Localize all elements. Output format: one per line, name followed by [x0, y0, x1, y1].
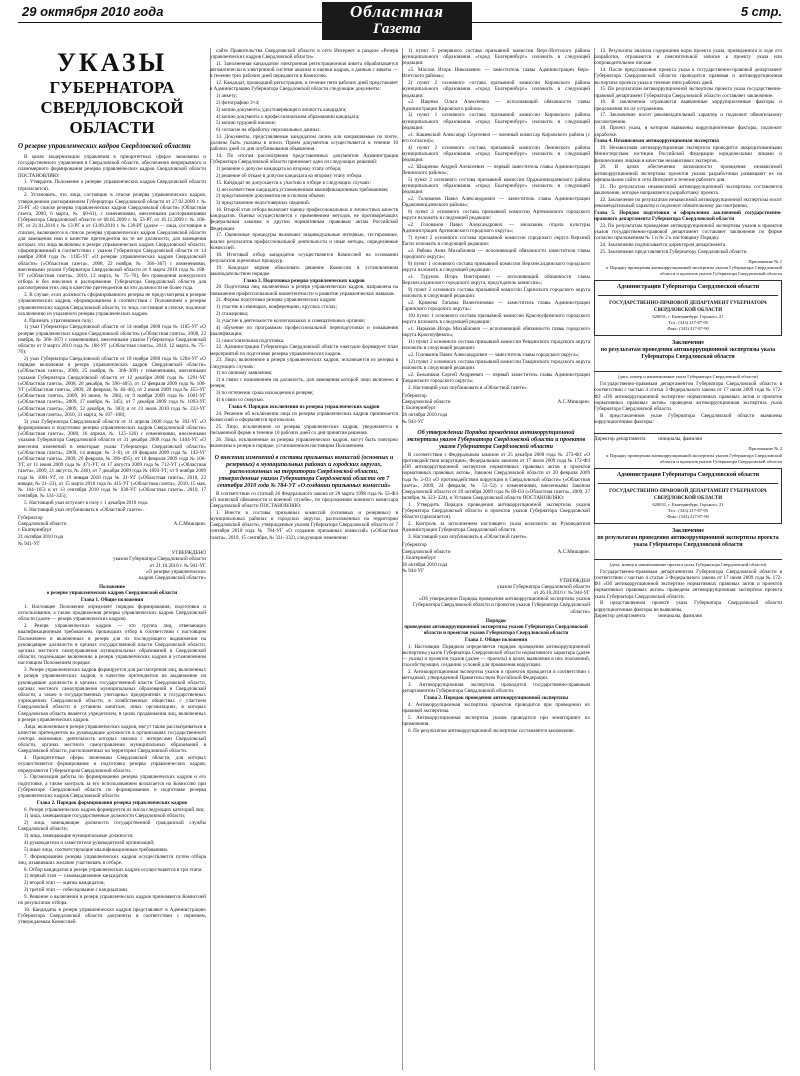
signature-block	[402, 542, 590, 554]
paragraph: 25. Лицо, исключенное из резерва управленческих кадров, уведомляется в письменной форме в течение 10 рабочих дней со дня принятия решения.	[210, 423, 398, 436]
chapter-heading: Глава 1. Общие положения	[80, 597, 144, 604]
paragraph: 1) несоответствие кандидата установленным квалификационным требованиям;	[216, 186, 389, 193]
paragraph: 1. Настоящее Положение определяет порядок формирования, подготовки и использования, а также продвижения резерва управленческих кадров Свердловской области (далее — резерв управленческих кадров).	[18, 603, 206, 623]
letterhead-org: Администрация Губернатора Свердловской области	[616, 472, 760, 479]
signature-role: Губернатор Свердловской области	[402, 393, 451, 406]
paragraph: «1. Кашевский Александр Сергеевич — военный комиссар Кировского района (с его согласия)»;	[402, 131, 590, 144]
fill-line	[594, 553, 782, 560]
approval-stamp: УТВЕРЖДЕН указом Губернатора Свердловской области от 26.10.2010 г. № 944-УГ «Об утверждении Порядка проведения антикоррупционной экспертизы указов Губернатора Свердловской области и проектов указов Губернатора Свердловской области»	[413, 577, 590, 615]
paragraph: 9. Решение о включении в резерв управленческих кадров принимается Комиссией по результатам отбора.	[18, 893, 206, 906]
paragraph: 3) лица, замещающие муниципальные должности;	[24, 833, 134, 840]
paragraph: Государственно-правовым департаментом Губернатора Свердловской области в соответствии с частью 4 статьи 3 Федерального закона от 17 июля 2009 года № 172-ФЗ «Об антикоррупционной экспертизе нормативных правовых актов и проектов нормативных правовых актов» проведена антикоррупционная экспертиза указа Губернатора Свердловской области.	[594, 381, 782, 413]
article-columns	[18, 48, 782, 1070]
masthead-logo	[322, 2, 472, 40]
paragraph: 2. Установить, что лица, состоящие в списке резерва управленческих кадров, утвержденном распоряжением Губернатора Свердловской области от 27.02.2009 г. № 25-РГ «О списке резерва управленческих кадров Свердловской области» (Областная газета, 2009, 6 марта, № 60-61), с изменениями, внесенными распоряжениями Губернатора Свердловской области от 08.05.2009 г. № 53-РГ, от 16.11.2009 г. № 166-РГ, от 21.01.2010 г. № 13-РГ и от 13.09.2010 г. № 139-РГ (далее — лица, состоящие в списке), включаются в список резерва управленческих кадров Свердловской области для замещения ими в качестве претендентов на те же должности, для замещения которых эти лица включены в резерв управленческих кадров Свердловской области, сформированный в соответствии с указом Губернатора Свердловской области от 14 ноября 2008 года № 1185-УГ «О резерве управленческих кадров Свердловской области» («Областная газета», 2008, 22 ноября, № 366–367) с изменениями, внесенными указом Губернатора Свердловской области от 9 марта 2010 года № 188-УГ («Областная газета», 2010, 12 марта, № 75–76), без проведения конкурсного отбора и без внесения в распоряжение Губернатора Свердловской области для рассмотрения этих лиц в качестве претендентов на эти должности не более года.	[18, 192, 206, 292]
decree-title: О резерве управленческих кадров Свердловской области	[18, 142, 191, 150]
paragraph: 2. Резерв управленческих кадров — это группа лиц, отвечающих квалификационным требованиям, прошедших отбор в соответствии с настоящим Положением и включенных в резерв для их последующего выдвижения на руководящие должности в органах государственной власти Свердловской области, органах местного самоуправления муниципальных образований в Свердловской области, подлежащие включению в резерв управленческих кадров в установленном настоящим Положением порядке.	[18, 623, 206, 667]
paragraph: 4) руководители и заместители руководителей организаций;	[24, 839, 155, 846]
paragraph: 5. Настоящий указ вступает в силу с 1 декабря 2010 года.	[24, 499, 149, 506]
paragraph: 5) самостоятельная подготовка.	[216, 337, 285, 344]
regulation-title: Порядок проведения антикоррупционной экспертизы указов Губернатора Свердловской области и проектов указов Губернатора Свердловской области	[404, 617, 588, 637]
department-letterhead	[594, 468, 782, 524]
paragraph: 16. В заключении отражаются выявленные коррупциогенные факторы и предложения по их устранению.	[594, 99, 782, 112]
paragraph: 6) пункт 2 основного состава призывной комиссии Артемовского городского округа изложить в следующей редакции:	[402, 209, 590, 222]
paragraph: 10. Кандидаты в резерв управленческих кадров представляют в Администрацию Губернатора Свердловской области документы в соответствии с перечнем, утверждаемым Комиссией.	[18, 906, 206, 926]
paragraph: 1) пункт 5 резервного состава призывной комиссии Верх-Исетского района муниципального образования «город Екатеринбург» изложить в следующей редакции:	[402, 48, 590, 67]
paragraph: 7. Формирование резерва управленческих кадров осуществляется путем отбора лиц, изъявивших желание участвовать в отборе.	[18, 853, 206, 866]
paragraph: 20. Подготовка лиц, включенных в резерв управленческих кадров, направлена на повышение профессиональной компетентности и развитие управленческих навыков.	[210, 284, 398, 297]
paragraph: 2) пункт 2 основного состава призывной комиссии Кировского района муниципального образования «город Екатеринбург» изложить в следующей редакции:	[402, 80, 590, 99]
column-4	[594, 48, 782, 1070]
chapter-heading: Глава 4. Порядок исключения из резерва управленческих кадров	[228, 403, 380, 410]
paragraph: 3) представление недостоверных сведений.	[216, 200, 310, 207]
paragraph: 12) пункт 2 основного состава призывной комиссии Тавдинского городского округа изложить в следующей редакции:	[402, 358, 590, 372]
paragraph: 3. Резерв управленческих кадров формируется для рассмотрения лиц, включенных в резерв управленческих кадров, в качестве претендентов на выдвижение на руководящие должности в органах государственной власти Свердловской области, органах местного самоуправления муниципальных образований в Свердловской области, а также в государственных унитарных предприятиях и государственных учреждениях Свердловской области, в хозяйственных обществах с участием Свердловской области в уставном капитале, иных организациях, в которых Свердловская область является учредителем, в целях продвижения лиц, включенных в резерв управленческих кадров.	[18, 667, 206, 723]
form-caption: (дата, номер и наименование проекта указа Губернатора Свердловской области)	[609, 562, 767, 568]
paragraph: 2) представление документов не в полном объеме;	[216, 193, 326, 200]
paragraph: 4) обучение по программам профессиональной переподготовки и повышения квалификации;	[210, 324, 398, 337]
paragraph: 22. Администрация Губернатора Свердловской области ежегодно формирует план мероприятий по подготовке резерва управленческих кадров.	[210, 344, 398, 357]
paragraph: Лица, включенные в резерв управленческих кадров, могут также рассматриваться в качестве претендентов на руководящие должности в организациях государственного сектора экономики, деятельность которых связана с интересами Свердловской области, органах местного самоуправления муниципальных образований в Свердловской области, расположенных на территории Свердловской области.	[18, 723, 206, 755]
masthead-line1: Областная	[349, 2, 445, 21]
paragraph: Государственно-правовым департаментом Губернатора Свердловской области в соответствии с частью 4 статьи 3 Федерального закона от 17 июля 2009 года № 172-ФЗ «Об антикоррупционной экспертизе нормативных правовых актов и проектов нормативных правовых актов» проведена антикоррупционная экспертиза проекта указа Губернатора Свердловской области.	[594, 568, 782, 600]
paragraph: 3) указ Губернатора Свердловской области от 11 апреля 2008 года № 392-УГ «О формировании и подготовке резерва управленческих кадров Свердловской области» («Областная газета», 2008, 16 апреля, № 125–126) с изменениями, внесенными указами Губернатора Свердловской области от 31 декабря 2008 года № 1404-УГ «О внесении изменений в некоторые указы Губернатора Свердловской области» («Областная газета», 2009, 14 января, № 3–8), от 18 февраля 2009 года № 143-УГ («Областная газета», 2009, 20 февраля, № 396–495), от 10 февраля 2009 года № 100-УГ, от 11 июня 2009 года № 471-УГ, от 17 августа 2009 года № 712-УГ («Областная газета», 2009, 21 августа, № 246), от 7 декабря 2009 года № 1093-УГ, от 9 ноября 2009 года № 1001-УГ, от 19 января 2010 года № 21-УГ («Областная газета», 2010, 22 января, № 21–23), от 15 марта 2010 года № 415-УГ («Областная газета», 2010, 15 мая, № 164–165) и от 13 сентября 2010 года № 838-УГ («Областная газета», 2010, 17 сентября, № 334–335);	[18, 418, 206, 500]
paragraph: 21. Формы подготовки резерва управленческих кадров:	[216, 297, 337, 304]
paragraph: 4. Приоритетные сферы экономики Свердловской области, для которых осуществляется формирование и подготовка резерва управленческих кадров, определяются Губернатором Свердловской области.	[18, 755, 206, 774]
paragraph: 4) в связи со смертью.	[216, 396, 265, 403]
letterhead-org: Администрация Губернатора Свердловской области	[616, 284, 760, 291]
paragraph: В целях модернизации управления в приоритетных сферах экономики и государственного управления в Свердловской области, обеспечения непрерывного и планомерного формирования резерва управленческих кадров Свердловской области ПОСТАНОВЛЯЮ:	[18, 154, 206, 179]
paragraph: 14. После представления проекта указа в государственно-правовой департамент Губернатора Свердловской области проводится правовая и антикоррупционная экспертиза проекта указа в течение пяти рабочих дней.	[594, 67, 782, 86]
paragraph: 2) в связи с назначением на должность, для замещения которой лицо включено в резерв;	[210, 377, 398, 390]
form-signature: Директор департамента инициалы, фамилия	[594, 436, 702, 443]
paragraph: 2) решение об отказе в допуске кандидата ко второму этапу отбора.	[216, 172, 363, 179]
paragraph: 8. Отбор кандидатов в резерв управленческих кадров осуществляется в три этапа:	[24, 866, 203, 873]
paragraph: «1. Нарыков Игорь Михайлович — исполняющий обязанности главы городского округа Красноуфимск»;	[402, 326, 590, 339]
form-caption: (дата, номер и наименование указа Губернатора Свердловской области)	[617, 374, 759, 380]
paragraph: 5. Организация работы по формированию резерва управленческих кадров и его подготовке, а также контроль за его использованием возлагается на Комиссию при Губернаторе Свердловской области по формированию и подготовке резерва управленческих кадров Свердловской области.	[18, 774, 206, 799]
column-1	[18, 48, 206, 1070]
paragraph: 1. Внести в составы призывных комиссий (основных и резервных) в муниципальных районах и городских округах, расположенных на территории Свердловской области, утвержденные указом Губернатора Свердловской области от 7 сентября 2010 года № 784-УГ «О создании призывных комиссий» («Областная газета», 2010, 15 сентября, № 331–332), следующие изменения:	[210, 509, 398, 541]
paragraph: 26. Лица, исключенные из резерва управленческих кадров, могут быть повторно включены в резерв в порядке, установленном настоящим Положением.	[210, 436, 398, 449]
paragraph: 6. По результатам антикоррупционной экспертизы составляется заключение.	[408, 728, 575, 735]
paragraph: 3. В случае, если должность сформированного резерва не предусмотрена в резерве управленческих кадров, сформированном в соответствии с Положением о резерве управленческих кадров Свердловской области, то лица, состоящие в списке, подлежат исключению из указанного резерва управленческих кадров.	[18, 292, 206, 317]
paragraph: 3) третий этап — собеседование с кандидатами.	[24, 886, 129, 893]
paragraph: 2) второй этап — оценка кандидатов;	[24, 880, 105, 887]
paragraph: 4. Признать утратившими силу:	[24, 317, 93, 324]
appendix-header: Приложение № 1 к Порядку проведения антикоррупционной экспертизы указов Губернатора Свердловской области и проектов указов Губернатора Свердловской области	[606, 258, 782, 277]
paragraph: 25. Заключение представляется Губернатору Свердловской области.	[600, 248, 748, 255]
decree-number: № 941-УГ	[18, 540, 41, 547]
paragraph: 23. По результатам проведения антикоррупционной экспертизы указов и проектов указов государственно-правовой департамент составляет заключение по форме согласно приложениям № 1 и № 2 к настоящему Порядку.	[594, 222, 782, 242]
paragraph: 18. Итоговый отбор кандидатов осуществляется Комиссией на основании результатов оценочных процедур.	[210, 251, 398, 264]
decree-title: О внесении изменений в составы призывных комиссий (основных и резервных) в муниципальных районах и городских округах, расположенных на территории Свердловской области, утвержденные указом Губернатора Свердловской области от 7 сентября 2010 года № 784-УГ «О создании призывных комиссий»	[214, 454, 394, 489]
paragraph: 2) лица, замещающие должности государственной гражданской службы Свердловской области;	[18, 820, 206, 833]
paragraph: 3) участие в деятельности коллегиальных и совещательных органов;	[216, 317, 366, 324]
paragraph: 16. Второй этап отбора включает оценку профессиональных и личностных качеств кандидатов. Оценка осуществляется с применением методов, не противоречащих федеральным законам и другим нормативным правовым актам Российской Федерации.	[210, 206, 398, 232]
paragraph: 8) пункт 1 основного состава призывной комиссии Верхнесалдинского городского округа изложить в следующей редакции:	[402, 261, 590, 274]
chapter-heading: Глава 2. Порядок проведения антикоррупционной экспертизы	[423, 695, 569, 702]
paragraph: 3. Настоящий указ опубликовать в «Областной газете».	[408, 534, 528, 541]
letterhead-contacts: 620031, г. Екатеринбург, Горького, 21 Тел.: (343) 217-87-95 Факс: (343) 217-87-90	[652, 314, 724, 332]
paragraph: сайте Правительства Свердловской области в сети Интернет в разделе «Резерв управленческих кадров Свердловской области».	[210, 48, 398, 61]
form-title: Заключение по результатам проведения антикоррупционной экспертизы указа Губернатора Свердловской области	[600, 340, 776, 361]
paragraph: «5. Маслов Игорь Николаевич — заместитель главы Администрации Верх-Исетского района»;	[402, 67, 590, 80]
paragraph: 13. Документы, представляемые кандидатом лично или направляемые по почте, должны быть указаны в описи. Прием документов осуществляется в течение 10 рабочих дней со дня опубликования объявления.	[210, 133, 398, 153]
signature-name: А.С.Мишарин.	[557, 548, 590, 555]
paragraph: 3) по истечении срока нахождения в резерве;	[216, 390, 314, 397]
paragraph: 15. Кандидат не допускается к участию в отборе в следующих случаях:	[216, 179, 372, 186]
paragraph: «2. Шкаренко Андрей Алексеевич — первый заместитель главы Администрации Ленинского района»;	[402, 163, 590, 177]
signature-name: А.С.Мишарин.	[173, 521, 206, 528]
paragraph: 1) лица, замещающие государственные должности Свердловской области;	[24, 813, 186, 820]
paragraph: 2) стажировка;	[216, 310, 249, 317]
department-letterhead	[594, 280, 782, 336]
paragraph: 1) по личному заявлению;	[216, 370, 273, 377]
paragraph: 1. Утвердить Порядок проведения антикоррупционной экспертизы указов Губернатора Свердловской области и проектов указов Губернатора Свердловской области (прилагается).	[402, 502, 590, 521]
fill-line	[594, 365, 782, 372]
paragraph: 1. Утвердить Положение о резерве управленческих кадров Свердловской области (прилагается).	[18, 179, 206, 192]
paragraph: 2. Контроль за исполнением настоящего указа возложить на Руководителя Администрации Губернатора Свердловской области.	[402, 521, 590, 534]
signature-block	[18, 515, 206, 527]
letterhead-contacts: 620031, г. Екатеринбург, Горького, 21 Тел.: (343) 217-87-95 Факс: (343) 217-87-90	[652, 502, 724, 520]
paragraph: 4. Антикоррупционная экспертиза проектов проводится при проведении их правовой экспертизы.	[402, 702, 590, 715]
paragraph: 2) указ Губернатора Свердловской области от 18 ноября 2008 года № 1204-УГ «О порядке включения в резерв управленческих кадров Свердловской области» («Областная газета», 2008, 25 ноября, № 368–369) с изменениями, внесенными указами Губернатора Свердловской области от 12 декабря 2008 года № 1291-УГ («Областная газета», 2008, 20 декабря, № 396–405), от 12 февраля 2009 года № 100-УГ («Областная газета», 2009, 20 февраля, № 46–46), от 2 июня 2009 года № 455-УГ («Областная газета», 2009, 30 июня, № 206), от 9 ноября 2009 года № 1001-УГ («Областная газета», 2009, 17 ноября, № 345), от 7 декабря 2009 года № 1093-УГ («Областная газета», 2009, 12 декабря, № 383) и от 23 июля 2010 года № 233-УГ («Областная газета», 2010, 31 марта, № 107–108);	[18, 356, 206, 418]
appendix-header: Приложение № 2 к Порядку проведения антикоррупционной экспертизы указов Губернатора Свердловской области и проектов указов Губернатора Свердловской области	[606, 446, 782, 464]
signature-date: 21 октября 2010 года	[18, 534, 64, 541]
paragraph: 10) пункт 1 основного состава призывной комиссии Красноуфимского городского округа изложить в следующей редакции:	[402, 313, 590, 326]
paragraph: 2. Антикоррупционная экспертиза указов и проектов проводится в соответствии с методикой, утвержденной Правительством Российской Федерации.	[402, 669, 590, 682]
signature-place: г. Екатеринбург	[18, 527, 52, 534]
paragraph: 5) иные лица, соответствующие квалификационным требованиям.	[24, 846, 168, 853]
signature-place: г. Екатеринбург	[402, 554, 436, 561]
fill-line	[594, 427, 782, 434]
issue-date: 29 октября 2010 года	[22, 4, 164, 19]
paragraph: 19. Независимая антикоррупционная экспертиза проводится аккредитованными Министерством юстиции Российской Федерации юридическими лицами и физическими лицами в качестве независимых экспертов.	[594, 145, 782, 164]
regulation-title: Положение о резерве управленческих кадров Свердловской области	[46, 584, 178, 597]
section-title	[18, 48, 206, 138]
page-number: 5 стр.	[740, 4, 782, 19]
decree-number: № 943-УГ	[402, 419, 425, 426]
page-header	[0, 0, 800, 44]
column-3	[402, 48, 590, 1070]
paragraph: 3) копию документа, удостоверяющего личность кандидата;	[216, 106, 347, 113]
title-line1: УКАЗЫ	[56, 48, 168, 77]
paragraph: 22. Заключение по результатам независимой антикоррупционной экспертизы носит рекомендательный характер и подлежит обязательному рассмотрению.	[594, 196, 782, 209]
paragraph: 5) пункт 2 основного состава призывной комиссии Орджоникидзевского района муниципального образования «город Екатеринбург» изложить в следующей редакции:	[402, 176, 590, 196]
masthead-line2: Газета	[373, 21, 421, 37]
paragraph: «2. Голованов Павел Александрович — начальник отдела культуры Администрации Артемовского городского округа»;	[402, 222, 590, 235]
paragraph: 6. Резерв управленческих кадров формируется из числа следующих категорий лиц:	[24, 806, 205, 813]
paragraph: 11) пункт 2 основного состава призывной комиссии Ревдинского городского округа изложить в следующей редакции:	[402, 339, 590, 352]
paragraph: 5) копию трудовой книжки;	[216, 120, 276, 127]
paragraph: 18. Проект указа, в котором выявлены коррупциогенные факторы, подлежит доработке.	[594, 125, 782, 138]
paragraph: В представленном указе Губернатора Свердловской области выявлены коррупциогенные факторы:	[594, 412, 782, 426]
chapter-heading: Глава 1. Общие положения	[464, 637, 528, 644]
chapter-heading: Глава 3. Подготовка резерва управленческих кадров	[243, 277, 365, 284]
paragraph: «1. Турунов Игорь Викторович — исполняющий обязанности главы Верхнесалдинского городского округа, председатель комиссии»;	[402, 274, 590, 287]
paragraph: 21. По результатам независимой антикоррупционной экспертизы составляется заключение, которое направляется разработчику проекта.	[594, 183, 782, 196]
paragraph: 1) первый этап — самовыдвижение кандидатов;	[24, 873, 129, 880]
paragraph: 19. Кандидат вправе обжаловать решение Комиссии в установленном законодательством порядке.	[210, 264, 398, 277]
paragraph: 24. Заключение подписывается директором департамента.	[600, 241, 727, 248]
form-signature: Директор департамента инициалы, фамилия	[594, 613, 702, 620]
paragraph: 23. Лицо, включенное в резерв управленческих кадров, исключается из резерва в следующих случаях:	[210, 357, 398, 370]
column-2	[210, 48, 398, 1070]
letterhead-department: ГОСУДАРСТВЕННО-ПРАВОВОЙ ДЕПАРТАМЕНТ ГУБЕРНАТОРА СВЕРДЛОВСКОЙ ОБЛАСТИ	[609, 301, 767, 314]
paragraph: «2. Кряжева Татьяна Валентиновна — заместитель главы Администрации Гаринского городского округа»;	[402, 300, 590, 313]
paragraph: В соответствии со статьей 26 Федерального закона от 28 марта 1998 года № 53-ФЗ «О воинской обязанности и военной службе», по предложению военного комиссара Свердловской области ПОСТАНОВЛЯЮ:	[210, 490, 398, 509]
paragraph: 4) копию документа о профессиональном образовании кандидата;	[216, 113, 360, 120]
signature-place: г. Екатеринбург	[402, 405, 436, 412]
paragraph: «2. Бельников Сергей Андреевич — первый заместитель главы Администрации Тавдинского городского округа»;	[402, 371, 590, 385]
paragraph: «2. Голованов Павел Александрович — заместитель главы Администрации Орджоникидзевского района»;	[402, 196, 590, 209]
paragraph: 24. Решение об исключении лица из резерва управленческих кадров принимается Комиссией и оформляется протоколом.	[210, 410, 398, 423]
paragraph: 14. По итогам рассмотрения представленных документов Администрация Губернатора Свердловской области принимает одно из следующих решений:	[210, 153, 398, 166]
chapter-heading: Глава 2. Порядок формирования резерва управленческих кадров	[36, 799, 188, 806]
signature-role: Губернатор Свердловской области	[18, 514, 67, 528]
paragraph: 15. По результатам антикоррупционной экспертизы проекта указа государственно-правовой департамент Губернатора Свердловской области составляет заключение.	[594, 86, 782, 99]
paragraph: 6. Настоящий указ опубликовать в «Областной газете».	[24, 506, 144, 513]
paragraph: 13. Результаты анализа содержания норм проекта указа, проведенного в ходе его разработки, отражаются в пояснительной записке к проекту указа или сопроводительном письме.	[594, 48, 782, 67]
paragraph: 11. Заполненная кандидатом электронная регистрационная анкета обрабатывается автоматически в электронной системе анализа и оценки кадров, а данные с анкеты — в течение трех рабочих дней передаются в Комиссию.	[210, 61, 398, 80]
paragraph: «2. Ищенко Ольга Алексеевна — исполняющий обязанности главы Администрации Кировского района»;	[402, 99, 590, 112]
paragraph: «2. Рябова Анна Михайловна — исполняющий обязанности заместителя главы городского округа»;	[402, 248, 590, 261]
paragraph: 9) пункт 2 основного состава призывной комиссии Гаринского городского округа изложить в следующей редакции:	[402, 287, 590, 300]
signature-date: 26 октября 2010 года	[402, 412, 448, 419]
signature-role: Губернатор Свердловской области	[402, 542, 451, 555]
paragraph: 20. В целях обеспечения возможности проведения независимой антикоррупционной экспертизы проектов указов разработчики размещают их на официальном сайте в сети Интернет в течение рабочего дня.	[594, 164, 782, 183]
paragraph: 1) анкету;	[216, 93, 238, 100]
paragraph: «2. Голованов Павел Александрович — заместитель главы городского округа»;	[408, 352, 580, 359]
signature-date: 26 октября 2010 года	[402, 561, 448, 568]
paragraph: 12. Кандидат, прошедший регистрацию, в течение пяти рабочих дней представляет в Администрацию Губернатора Свердловской области следующие документы:	[210, 80, 398, 93]
paragraph: 3. Антикоррупционная экспертиза проводится государственно-правовым департаментом Губернатора Свердловской области.	[402, 682, 590, 695]
chapter-heading: Глава 5. Порядок подготовки и оформления заключений государственно-правового департамента Губернатора Свердловской области	[594, 209, 782, 222]
paragraph: 5. Антикоррупционная экспертиза указов проводится при мониторинге их применения.	[402, 715, 590, 728]
form-title: Заключение по результатам проведения антикоррупционной экспертизы проекта указа Губернатора Свердловской области	[597, 528, 779, 549]
title-line2: ГУБЕРНАТОРА	[49, 78, 175, 97]
paragraph: 1) решение о допуске кандидата ко второму этапу отбора;	[216, 166, 342, 173]
signature-block	[402, 393, 590, 405]
chapter-heading: Глава 4. Независимая антикоррупционная экспертиза	[594, 138, 719, 145]
decree-number: № 944-УГ	[402, 568, 425, 575]
paragraph: В представленном проекте указа Губернатора Свердловской области коррупциогенные факторы не выявлены.	[594, 600, 782, 613]
signature-name: А.С.Мишарин.	[557, 399, 590, 406]
paragraph: 7) пункт 2 основного состава призывной комиссии городского округа Верхний Тагил изложить в следующей редакции:	[402, 235, 590, 248]
paragraph: 2. Настоящий указ опубликовать в «Областной газете».	[408, 384, 528, 391]
paragraph: 1) указ Губернатора Свердловской области от 14 ноября 2008 года № 1185-УГ «О резерве управленческих кадров Свердловской области» («Областная газета», 2008, 22 ноября, № 366–367) с изменениями, внесенными указом Губернатора Свердловской области от 9 марта 2010 года № 188-УГ («Областная газета», 2010, 12 марта, № 75–76);	[18, 324, 206, 356]
title-line3: СВЕРДЛОВСКОЙ ОБЛАСТИ	[40, 98, 184, 137]
approval-stamp: УТВЕРЖДЕНО указом Губернатора Свердловской области от 21.10.2010 г. № 941-УГ «О резерве управленческих кадров Свердловской области»	[113, 550, 206, 581]
letterhead-department: ГОСУДАРСТВЕННО-ПРАВОВОЙ ДЕПАРТАМЕНТ ГУБЕРНАТОРА СВЕРДЛОВСКОЙ ОБЛАСТИ	[609, 489, 767, 502]
paragraph: 17. Оценочные процедуры включают индивидуальные интервью, тестирование, анализ результатов профессиональной деятельности и иные методы, определяемые Комиссией.	[210, 232, 398, 251]
paragraph: 17. Заключение носит рекомендательный характер и подлежит обязательному рассмотрению.	[594, 112, 782, 125]
paragraph: 6) согласие на обработку персональных данных.	[216, 127, 321, 134]
paragraph: В соответствии с Федеральным законом от 25 декабря 2008 года № 273-ФЗ «О противодействии коррупции», Федеральным законом от 17 июля 2009 года № 172-ФЗ «Об антикоррупционной экспертизе нормативных правовых актов и проектов нормативных правовых актов», Законом Свердловской области от 20 февраля 2009 года № 2-ОЗ «О противодействии коррупции в Свердловской области» («Областная газета», 2009, 24 февраля, № 51–52) с изменениями, внесенными Законом Свердловской области от 20 октября 2009 года № 89-ОЗ («Областная газета», 2009, 27 октября, № 323–324), и Уставом Свердловской области ПОСТАНОВЛЯЮ:	[402, 451, 590, 502]
paragraph: 1. Настоящим Порядком определяется порядок проведения антикоррупционной экспертизы указов Губернатора Свердловской области нормативного характера (далее — указы) и проектов указов (далее — проекты) в целях выявления в них положений, способствующих созданию условий для проявления коррупции.	[402, 643, 590, 669]
paragraph: 1) участие в семинарах, конференциях, круглых столах;	[216, 304, 337, 311]
paragraph: 2) фотографию 3×4;	[216, 100, 260, 106]
paragraph: 3) пункт 1 основного состава призывной комиссии Кировского района муниципального образования «город Екатеринбург» изложить в следующей редакции:	[402, 112, 590, 131]
paragraph: 4) пункт 2 основного состава призывной комиссии Ленинского района муниципального образования «город Екатеринбург» изложить в следующей редакции:	[402, 144, 590, 164]
decree-title: Об утверждении Порядка проведения антикоррупционной экспертизы указов Губернатора Свердловской области и проектов указов Губернатора Свердловской области	[406, 430, 586, 451]
